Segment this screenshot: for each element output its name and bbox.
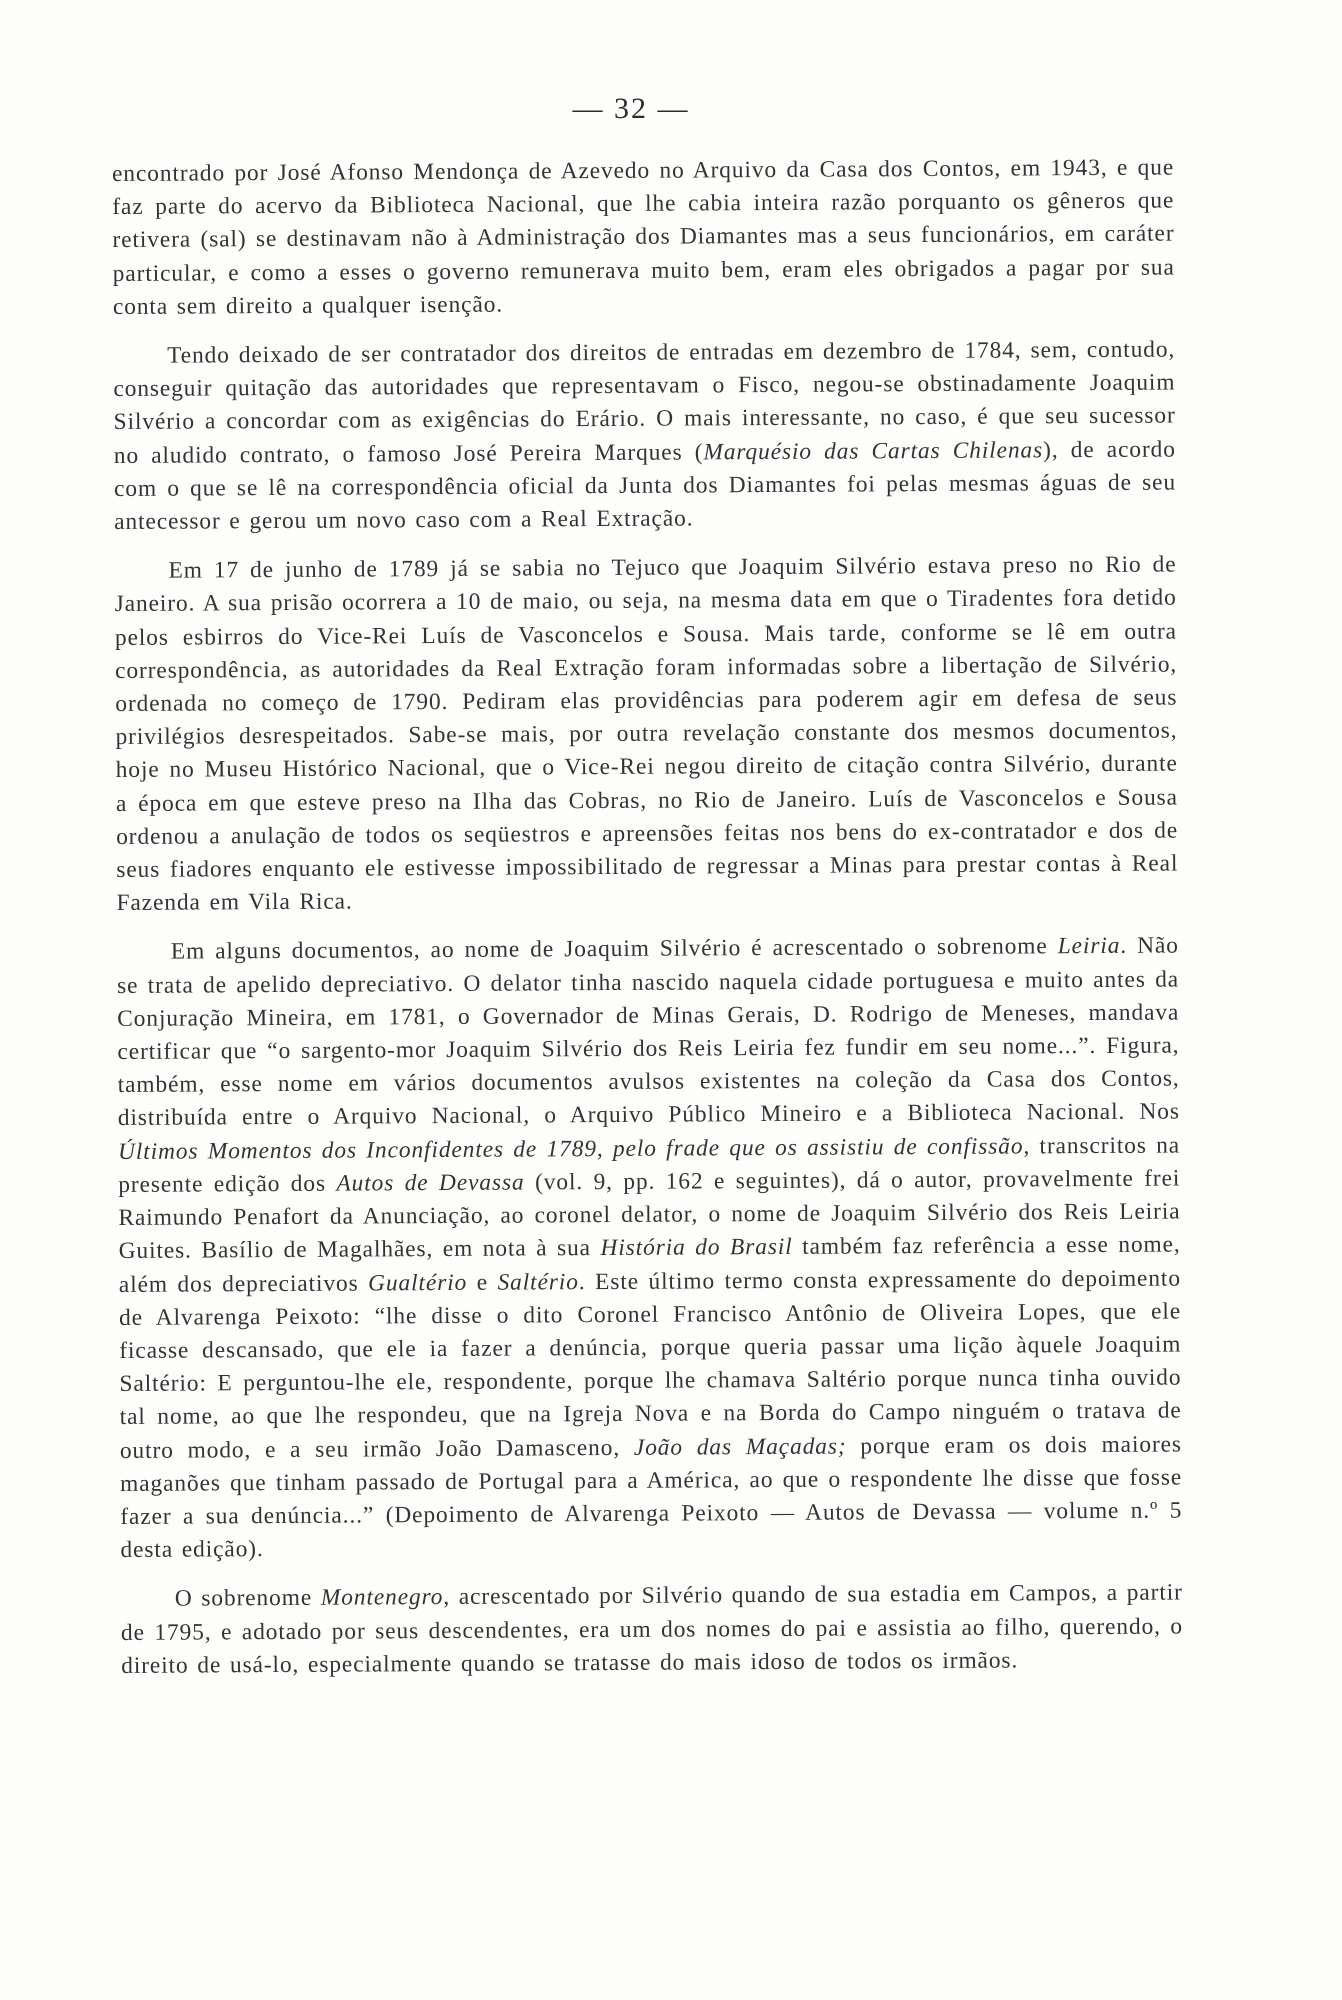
paragraph-text: , acrescentado por Silvério quando de sua estadia em Campos, a partir de 1795, e adotado por seus descendentes, era um dos nomes do pai e assistia ao filho, querendo, o direito de usá-lo, especialmente quando se tratasse do mais idoso de todos os irmãos. [120,1579,1184,1679]
body-text [112,152,1183,1699]
paragraph-p1 [112,152,1175,324]
paragraph-text: porque eram os dois maiores maganões que tinham passado de Portugal para a América, ao que o respondente lhe disse que fosse fazer a sua denúncia...” (Depoimento de Alvarenga Peixoto — Autos de Devassa — volume n.º 5 desta edição). [120,1431,1183,1564]
italic-text: Leiria [1057,933,1121,960]
paragraph-text: encontrado por José Afonso Mendonça de Azevedo no Arquivo da Casa dos Contos, em 1943, e que faz parte do acervo da Biblioteca Nacional, que lhe cabia inteira razão porquanto os gêneros que retivera (sal) se destinavam não à Administração dos Diamantes mas a seus funcionários, em caráter particular, e como a esses o governo remunerava muito bem, eram eles obrigados a pagar por sua conta sem direito a qualquer isenção. [112,154,1175,320]
paragraph-text: Em alguns documentos, ao nome de Joaquim Silvério é acrescentado o sobrenome [170,933,1058,966]
paragraph-p5 [121,1577,1184,1683]
paragraph-p3 [114,549,1178,921]
italic-text: Saltério [497,1268,579,1296]
paragraph-text: Tendo deixado de ser contratador dos direitos de entradas em dezembro de 1784, sem, contudo, conseguir quitação das autoridades que representavam o Fisco, negou-se obstinadamente Joaquim Silvério a concordar com as exigências do Erário. O mais interessante, no caso, é que seu sucessor no aludido contrato, o famoso José Pereira Marques ( [113,336,1176,469]
italic-text: História do Brasil [600,1234,793,1262]
italic-text: Montenegro [320,1584,444,1612]
paragraph-text: . Este último termo consta expressamente do depoimento de Alvarenga Peixoto: “lhe disse o dito Coronel Francisco Antônio de Oliveira Lopes, que ele ficasse descansado, que ele ia fazer a denúncia, porque queria passar uma lição àquele Joaquim Saltério: E perguntou-lhe ele, respondente, porque lhe chamava Saltério porque nunca tinha ouvido tal nome, ao que lhe respondeu, que na Igreja Nova e na Borda do Campo ninguém o tratava de outro modo, e a seu irmão João Damasceno, [119,1264,1182,1464]
italic-text: Gualtério [368,1269,468,1296]
page-number: — 32 — [572,92,690,125]
paragraph-p4 [117,930,1183,1567]
paragraph-text: ), de acordo com o que se lê na correspondência oficial da Junta dos Diamantes foi pelas mesmas águas de seu antecessor e gerou um novo caso com a Real Extração. [113,436,1177,536]
italic-text: Marquésio das Cartas Chilenas [703,436,1044,466]
paragraph-text: e [467,1269,498,1296]
italic-text: Últimos Momentos dos Inconfidentes de 1789, pelo frade que os assistiu de confissão [117,1133,1024,1165]
paragraph-text: , transcritos na presente edição dos [118,1132,1181,1198]
paragraph-text: Em 17 de junho de 1789 já se sabia no Tejuco que Joaquim Silvério estava preso no Rio de Janeiro. A sua prisão ocorrera a 10 de maio, ou seja, na mesma data em que o Tiradentes fora detido pelos esbirros do Vice-Rei Luís de Vasconcelos e Sousa. Mais tarde, conforme se lê em outra correspondência, as autoridades da Real Extração foram informadas sobre a libertação de Silvério, ordenada no começo de 1790. Pediram elas providências para poderem agir em defesa de seus privilégios desrespeitados. Sabe-se mais, por outra revelação constante dos mesmos documentos, hoje no Museu Histórico Nacional, que o Vice-Rei negou direito de citação contra Silvério, durante a época em que esteve preso na Ilha das Cobras, no Rio de Janeiro. Luís de Vasconcelos e Sousa ordenou a anulação de todos os seqüestros e apreensões feitas nos bens do ex-contratador e dos de seus fiadores enquanto ele estivesse impossibilitado de regressar a Minas para prestar contas à Real Fazenda em Vila Rica. [114,551,1179,917]
paragraph-p2 [113,334,1176,540]
paragraph-text: (vol. 9, pp. 162 e seguintes), dá o autor, provavelmente frei Raimundo Penafort da Anunciação, ao coronel delator, o nome de Joaquim Silvério dos Reis Leiria Guites. Basílio de Magalhães, em nota à sua [118,1165,1181,1265]
italic-text: João das Maçadas; [633,1433,847,1461]
italic-text: Autos de Devassa [336,1169,525,1197]
paragraph-text: também faz referência a esse nome, além dos depreciativos [118,1231,1181,1298]
paragraph-text: . Não se trata de apelido depreciativo. O delator tinha nascido naquela cidade portuguesa e muito antes da Conjuração Mineira, em 1781, o Governador de Minas Gerais, D. Rodrigo de Meneses, mandava certificar que “o sargento-mor Joaquim Silvério dos Reis Leiria fez fundir em seu nome...”. Figura, também, esse nome em vários documentos avulsos existentes na coleção da Casa dos Contos, distribuída entre o Arquivo Nacional, o Arquivo Público Mineiro e a Biblioteca Nacional. Nos [116,932,1180,1132]
paragraph-text: O sobrenome [174,1585,321,1612]
